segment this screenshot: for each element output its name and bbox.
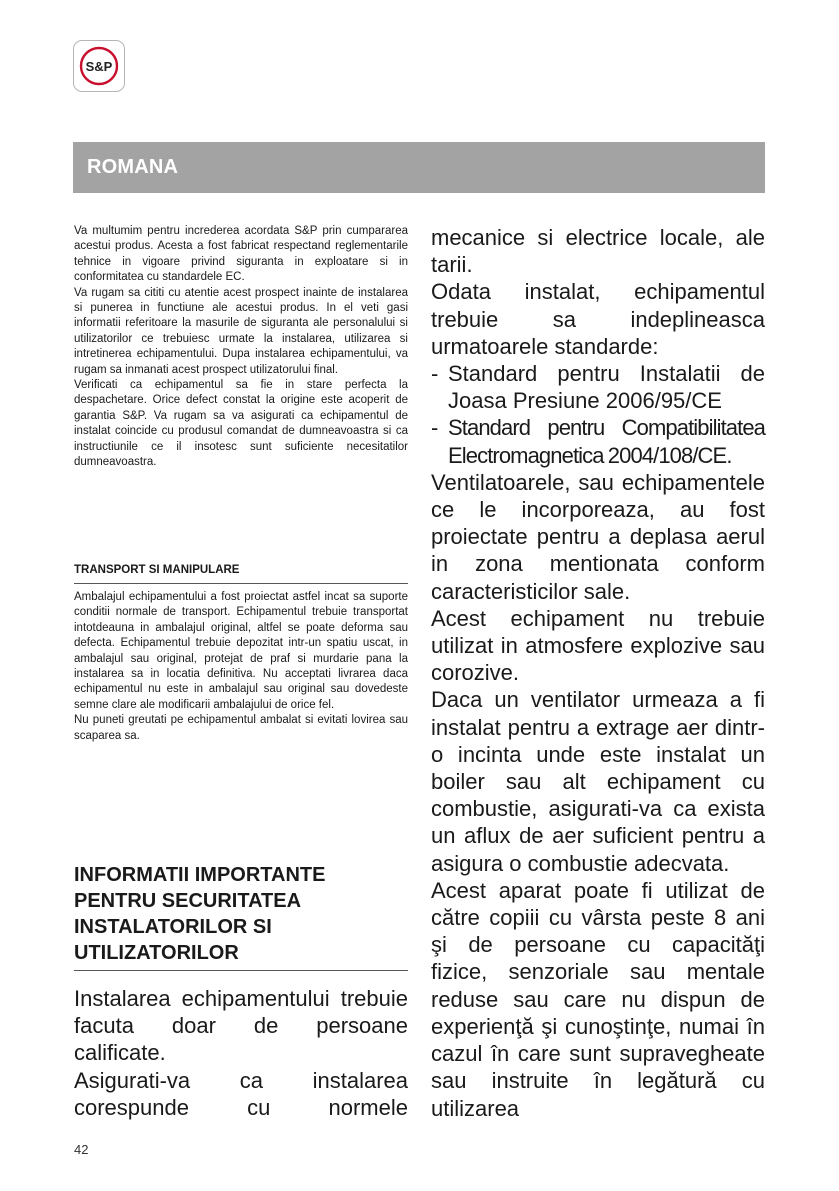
logo-text: S&P bbox=[85, 59, 113, 74]
safety-paragraph-1: Instalarea echipamentului trebuie facuta doar de persoane calificate. bbox=[74, 986, 408, 1066]
explosive-paragraph: Acest echipament nu trebuie utilizat in atmosfere explozive sau corozive. bbox=[431, 605, 765, 686]
children-paragraph: Acest aparat poate fi utilizat de către copiii cu vârsta peste 8 ani şi de persoane cu capacităţi fizice, senzoriale sau mentale reduse sau care nu dispun de experienţă şi cunoştinţe, numai în cazul în care sunt supravegheate sau instruite în legătură cu utilizarea bbox=[431, 877, 765, 1121]
sp-logo bbox=[73, 40, 125, 92]
dash-marker: - bbox=[431, 415, 439, 441]
transport-paragraph-1: Ambalajul echipamentului a fost proiectat astfel incat sa suporte conditii normale de transport. Echipamentul trebuie transportat intotdeauna in ambalajul original, altfel se poate deforma sau defecta. Echipamentul trebuie depozitat intr-un spatiu uscat, in ambalajul sau original, protejat de praf si murdarie pana la instalarea sa in locatia definitiva. Nu acceptati livrarea daca echipamentul nu este in ambalajul sau original sau dovedeste semne clare ale modificarii ambalajului de orice fel. bbox=[74, 591, 408, 711]
dash-marker: - bbox=[431, 361, 439, 387]
standard-text-2: Standard pentru Compatibilitatea Electromagnetica 2004/108/CE. bbox=[448, 415, 765, 468]
standard-item-2 bbox=[431, 414, 765, 468]
intro-paragraph-3: Verificati ca echipamentul sa fie in stare perfecta la despachetare. Orice defect constat la origine este acoperit de garantia S&P. Va rugam sa va asigurati ca echipamentul de instalat coincide cu produsul comandat de dumneavoastra si ca instructiunile ce il insotesc sunt suficiente necesitatilor dumneavoastra. bbox=[74, 379, 408, 469]
sp-logo-mark bbox=[78, 45, 120, 87]
transport-heading: TRANSPORT SI MANIPULARE bbox=[74, 564, 408, 584]
intro-paragraph-1: Va multumim pentru increderea acordata S&P prin cumpararea acestui produs. Acesta a fost fabricat respectand reglementarile tehnice in vigoare privind siguranta in exploatare si in conformitatea cu standardele EC. bbox=[74, 225, 408, 284]
banner-title: ROMANA bbox=[87, 156, 179, 178]
norms-continuation: mecanice si electrice locale, ale tarii. bbox=[431, 225, 765, 278]
transport-section bbox=[74, 564, 408, 744]
intro-paragraph-2: Va rugam sa cititi cu atentie acest prospect inainte de instalarea si punerea in functiune ale acestui produs. In el veti gasi informatii referitoare la masurile de siguranta ale personalului si utilizatorilor ce trebuiesc urmate la instalarea, utilizarea si intretinerea echipamentului. Dupa instalarea echipamentului, va rugam sa inmanati acest prospect utilizatorului final. bbox=[74, 286, 408, 376]
safety-paragraph-2: Asigurati-va ca instalarea corespunde cu normele bbox=[74, 1067, 408, 1120]
intro-section bbox=[74, 224, 408, 471]
boiler-paragraph: Daca un ventilator urmeaza a fi instalat pentru a extrage aer dintr-o incinta unde este instalat un boiler sau alt echipament cu combustie, asigurati-va ca exista un aflux de aer suficient pentru a asigura o combustie adecvata. bbox=[431, 687, 765, 876]
standard-text-1: Standard pentru Instalatii de Joasa Presiune 2006/95/CE bbox=[448, 361, 765, 414]
safety-heading-line-1: INFORMATII IMPORTANTE bbox=[74, 864, 326, 886]
fans-paragraph: Ventilatoarele, sau echipamentele ce le incorporeaza, au fost proiectate pentru a deplasa aerul in zona mentionata conform caracteristicilor sale. bbox=[431, 469, 765, 604]
safety-heading-line-3: INSTALATORILOR SI bbox=[74, 916, 272, 938]
safety-heading bbox=[74, 862, 408, 971]
standards-intro: Odata instalat, echipamentul trebuie sa indeplineasca urmatoarele standarde: bbox=[431, 279, 765, 359]
right-column bbox=[431, 224, 765, 1122]
page-number: 42 bbox=[74, 1142, 89, 1157]
transport-paragraph-2: Nu puneti greutati pe echipamentul ambalat si evitati lovirea sau scaparea sa. bbox=[74, 714, 408, 742]
safety-heading-line-2: PENTRU SECURITATEA bbox=[74, 890, 302, 912]
safety-heading-line-4: UTILIZATORILOR bbox=[74, 942, 239, 964]
standard-item-1 bbox=[431, 360, 765, 414]
language-banner bbox=[73, 142, 765, 193]
safety-section bbox=[74, 862, 408, 1121]
